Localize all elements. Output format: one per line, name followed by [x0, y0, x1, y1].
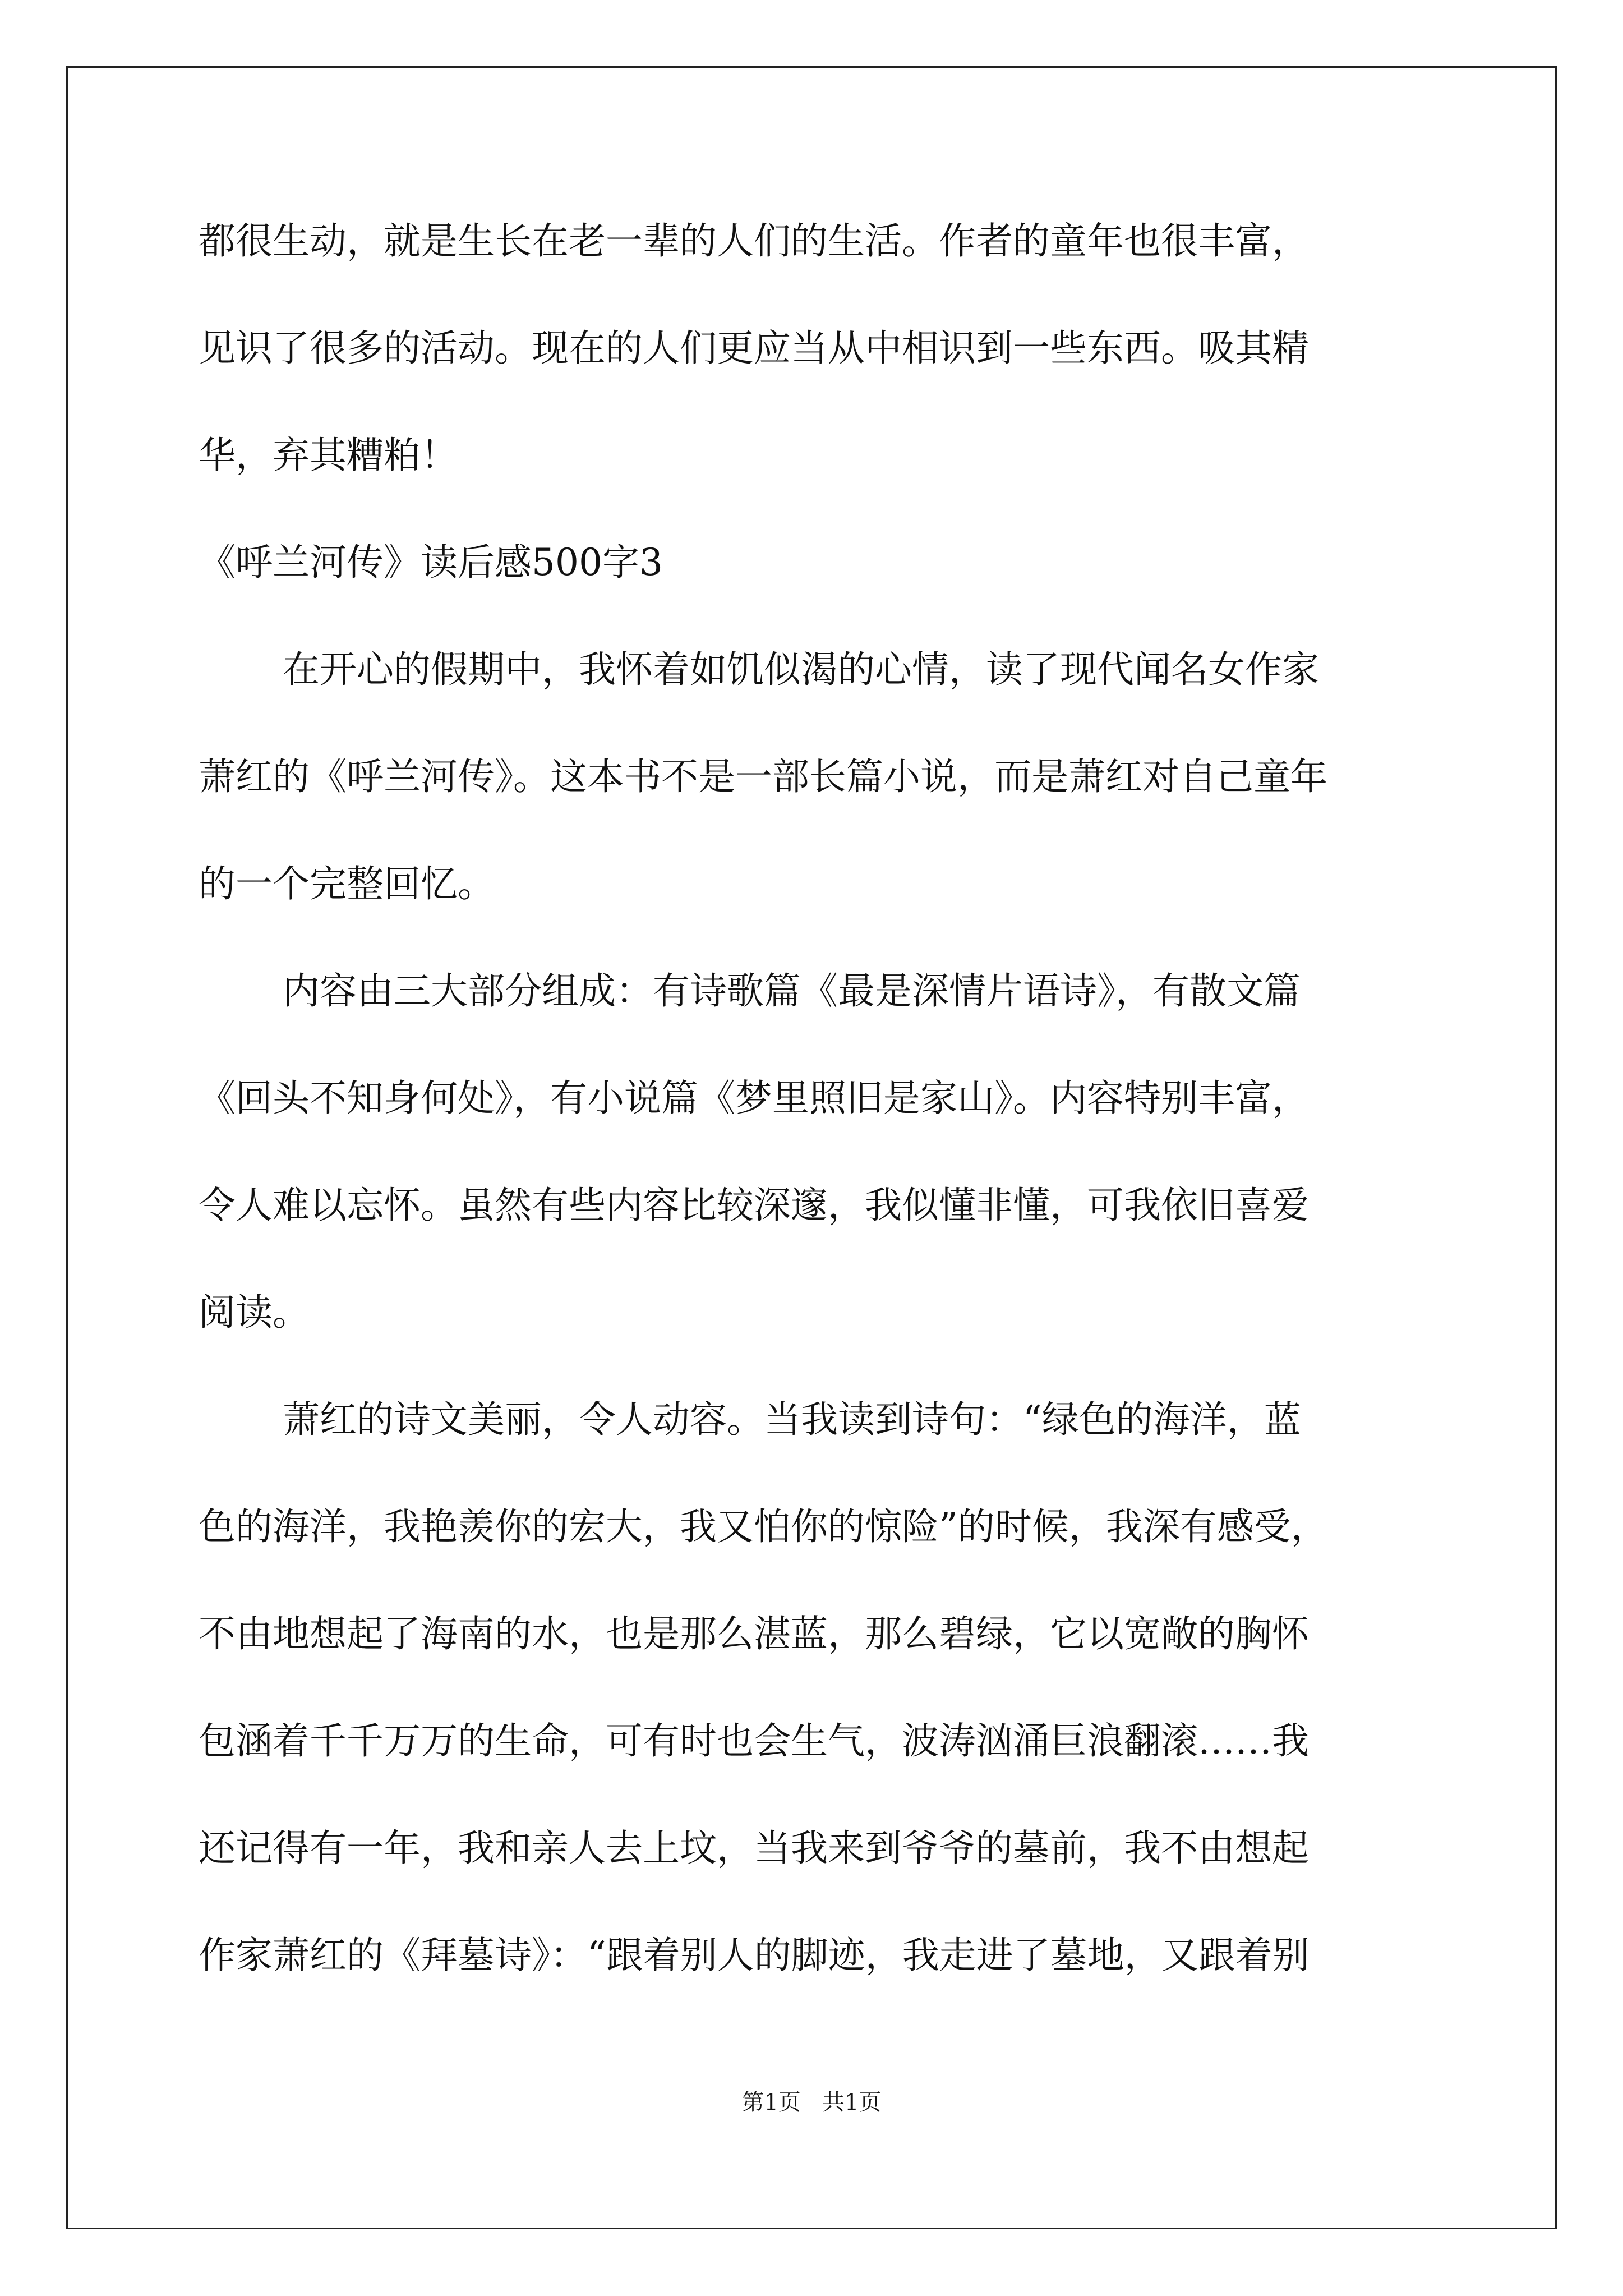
body-line: 《回头不知身何处》，有小说篇《梦里照旧是家山》。内容特别丰富， — [199, 1076, 1309, 1120]
body-line: 萧红的《呼兰河传》。这本书不是一部长篇小说，而是萧红对自己童年 — [199, 755, 1327, 798]
body-line: 内容由三大部分组成：有诗歌篇《最是深情片语诗》，有散文篇 — [283, 969, 1301, 1013]
body-line: 还记得有一年，我和亲人去上坟，当我来到爷爷的墓前，我不由想起 — [199, 1826, 1309, 1870]
body-line: 在开心的假期中，我怀着如饥似渴的心情，读了现代闻名女作家 — [283, 648, 1319, 691]
document-body — [199, 208, 1438, 2029]
body-line: 萧红的诗文美丽，令人动容。当我读到诗句：“绿色的海洋，蓝 — [283, 1398, 1301, 1441]
body-line: 都很生动，就是生长在老一辈的人们的生活。作者的童年也很丰富， — [199, 219, 1309, 263]
body-line: 华，弃其糟粕！ — [199, 434, 458, 477]
body-line: 阅读。 — [199, 1291, 310, 1334]
section-heading: 《呼兰河传》读后感500字3 — [199, 541, 663, 584]
body-line: 色的海洋，我艳羡你的宏大，我又怕你的惊险”的时候，我深有感受， — [199, 1505, 1328, 1548]
body-line: 作家萧红的《拜墓诗》：“跟着别人的脚迹，我走进了墓地，又跟着别 — [199, 1934, 1310, 1977]
body-line: 包涵着千千万万的生命，可有时也会生气，波涛汹涌巨浪翻滚……我 — [199, 1719, 1309, 1763]
body-line: 的一个完整回忆。 — [199, 862, 495, 905]
body-line: 令人难以忘怀。虽然有些内容比较深邃，我似懂非懂，可我依旧喜爱 — [199, 1184, 1309, 1227]
page-number: 第1页 共1页 — [741, 2090, 882, 2115]
body-line: 不由地想起了海南的水，也是那么湛蓝，那么碧绿，它以宽敞的胸怀 — [199, 1612, 1309, 1655]
body-line: 见识了很多的活动。现在的人们更应当从中相识到一些东西。吸其精 — [199, 326, 1309, 370]
